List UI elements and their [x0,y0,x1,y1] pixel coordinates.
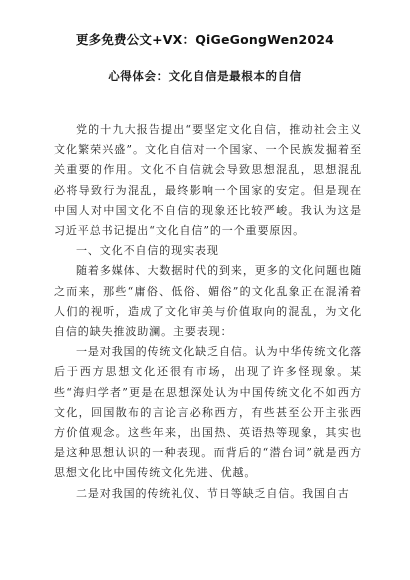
paragraph-intro: 党的十九大报告提出“要坚定文化自信，推动社会主义文化繁荣兴盛”。文化自信对一个国家、一个民族发掘着至关重要的作用。文化不自信就会导致思想混乱，思想混乱必将导致行为混乱，最终影响一个国家的安定。但是现在中国人对中国文化不自信的现象还比较严峻。我认为这是习近平总书记提出“文化自信”的一个重要原因。 [54,123,362,238]
paragraph-section-intro: 随着多媒体、大数据时代的到来，更多的文化问题也随之而来，那些“庸俗、低俗、媚俗”的文化乱象正在混淆着人们的视听，造成了文化审美与价值取向的混乱，为文化自信的缺失推波助澜。主要表现： [54,264,362,339]
document-title: 心得体会：文化自信是最根本的自信 [108,69,302,83]
paragraph-point-one: 一是对我国的传统文化缺乏自信。认为中华传统文化落后于西方思想文化还很有市场，出现了许多怪现象。某些“海归学者”更是在思想深处认为中国传统文化不如西方文化，回国散布的言论言必称西方，有些甚至公开主张西方价值观念。这些年来，出国热、英语热等现象，其实也是这种思想认识的一种表现。而背后的“潜台词”就是西方思想文化比中国传统文化先进、优越。 [54,345,362,480]
document-header: 更多免费公文+VX：QiGeGongWen2024 [75,32,335,47]
document-body [54,120,362,504]
paragraph-point-two: 二是对我国的传统礼仪、节日等缺乏自信。我国自古 [76,486,350,500]
section-heading: 一、文化不自信的现实表现 [76,244,219,258]
